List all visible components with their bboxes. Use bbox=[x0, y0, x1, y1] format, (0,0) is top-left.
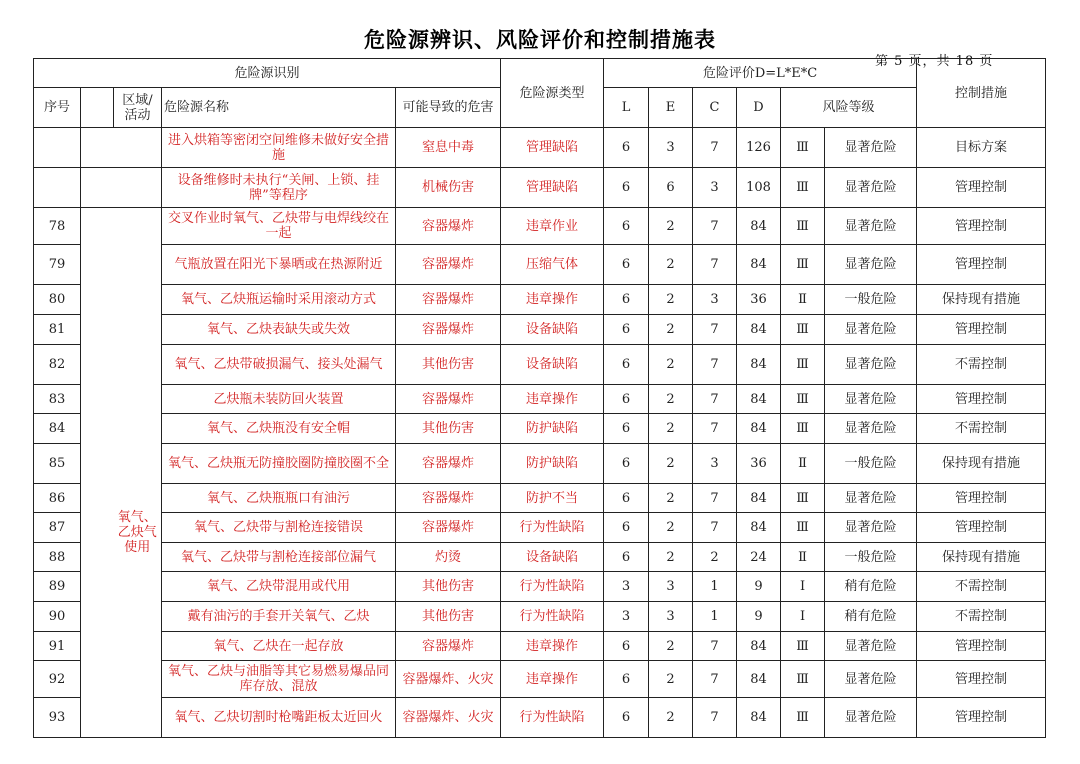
l-value-cell: 6 bbox=[604, 208, 649, 245]
header-level: 风险等级 bbox=[781, 88, 917, 128]
d-value-cell: 84 bbox=[737, 345, 781, 385]
measure-cell: 保持现有措施 bbox=[917, 543, 1046, 572]
row-no-cell: 88 bbox=[34, 543, 81, 572]
risk-level-cell: Ⅰ bbox=[781, 602, 825, 632]
risk-level-text-cell: 一般危险 bbox=[825, 543, 917, 572]
risk-level-cell: Ⅱ bbox=[781, 543, 825, 572]
e-value-cell: 2 bbox=[649, 698, 693, 738]
d-value-cell: 108 bbox=[737, 168, 781, 208]
table-row bbox=[34, 245, 1046, 285]
harm-cell: 其他伤害 bbox=[396, 345, 501, 385]
risk-level-text-cell: 显著危险 bbox=[825, 698, 917, 738]
table-row bbox=[34, 208, 1046, 245]
harm-cell: 机械伤害 bbox=[396, 168, 501, 208]
risk-level-cell: Ⅲ bbox=[781, 168, 825, 208]
c-value-cell: 7 bbox=[693, 208, 737, 245]
risk-level-text-cell: 显著危险 bbox=[825, 245, 917, 285]
risk-level-text-cell: 一般危险 bbox=[825, 444, 917, 484]
e-value-cell: 2 bbox=[649, 484, 693, 513]
hazard-type-cell: 行为性缺陷 bbox=[501, 698, 604, 738]
l-value-cell: 6 bbox=[604, 128, 649, 168]
hazard-name-cell: 氧气、乙炔带与割枪连接部位漏气 bbox=[162, 543, 396, 572]
e-value-cell: 2 bbox=[649, 285, 693, 315]
header-type: 危险源类型 bbox=[501, 59, 604, 128]
header-measure: 控制措施 bbox=[917, 59, 1046, 128]
header-d: D bbox=[737, 88, 781, 128]
e-value-cell: 2 bbox=[649, 208, 693, 245]
table-row bbox=[34, 345, 1046, 385]
hazard-name-cell: 氧气、乙炔瓶无防撞胶圈防撞胶圈不全 bbox=[162, 444, 396, 484]
header-area: 区域/活动 bbox=[114, 88, 162, 128]
header-group-eval: 危险评价D=L*E*C bbox=[604, 59, 917, 88]
l-value-cell: 3 bbox=[604, 572, 649, 602]
d-value-cell: 84 bbox=[737, 661, 781, 698]
hazard-type-cell: 设备缺陷 bbox=[501, 345, 604, 385]
table-row bbox=[34, 484, 1046, 513]
hazard-type-cell: 行为性缺陷 bbox=[501, 602, 604, 632]
header-blank bbox=[81, 88, 114, 128]
hazard-name-cell: 氧气、乙炔带混用或代用 bbox=[162, 572, 396, 602]
hazard-name-cell: 气瓶放置在阳光下暴晒或在热源附近 bbox=[162, 245, 396, 285]
table-row bbox=[34, 513, 1046, 543]
hazard-type-cell: 防护缺陷 bbox=[501, 414, 604, 444]
header-l: L bbox=[604, 88, 649, 128]
measure-cell: 不需控制 bbox=[917, 345, 1046, 385]
risk-level-cell: Ⅱ bbox=[781, 285, 825, 315]
risk-level-text-cell: 稍有危险 bbox=[825, 572, 917, 602]
harm-cell: 容器爆炸、火灾 bbox=[396, 661, 501, 698]
risk-level-cell: Ⅲ bbox=[781, 661, 825, 698]
hazard-type-cell: 管理缺陷 bbox=[501, 168, 604, 208]
risk-level-text-cell: 一般危险 bbox=[825, 285, 917, 315]
d-value-cell: 84 bbox=[737, 385, 781, 414]
harm-cell: 容器爆炸 bbox=[396, 632, 501, 661]
e-value-cell: 2 bbox=[649, 385, 693, 414]
risk-level-text-cell: 显著危险 bbox=[825, 315, 917, 345]
harm-cell: 容器爆炸、火灾 bbox=[396, 698, 501, 738]
measure-cell: 目标方案 bbox=[917, 128, 1046, 168]
row-area-cell-empty bbox=[81, 128, 162, 168]
table-row bbox=[34, 444, 1046, 484]
table-row bbox=[34, 632, 1046, 661]
hazard-name-cell: 进入烘箱等密闭空间维修未做好安全措施 bbox=[162, 128, 396, 168]
risk-table bbox=[33, 58, 1046, 738]
area-cell: 氧气、乙炔气使用 bbox=[114, 208, 162, 738]
risk-level-cell: Ⅲ bbox=[781, 128, 825, 168]
harm-cell: 容器爆炸 bbox=[396, 484, 501, 513]
e-value-cell: 2 bbox=[649, 543, 693, 572]
row-no-cell: 87 bbox=[34, 513, 81, 543]
risk-level-text-cell: 显著危险 bbox=[825, 128, 917, 168]
l-value-cell: 6 bbox=[604, 315, 649, 345]
measure-cell: 管理控制 bbox=[917, 245, 1046, 285]
table-row bbox=[34, 128, 1046, 168]
header-e: E bbox=[649, 88, 693, 128]
harm-cell: 其他伤害 bbox=[396, 602, 501, 632]
hazard-type-cell: 设备缺陷 bbox=[501, 315, 604, 345]
c-value-cell: 7 bbox=[693, 315, 737, 345]
measure-cell: 不需控制 bbox=[917, 572, 1046, 602]
harm-cell: 容器爆炸 bbox=[396, 315, 501, 345]
harm-cell: 其他伤害 bbox=[396, 572, 501, 602]
risk-level-cell: Ⅲ bbox=[781, 315, 825, 345]
harm-cell: 窒息中毒 bbox=[396, 128, 501, 168]
hazard-name-cell: 氧气、乙炔瓶瓶口有油污 bbox=[162, 484, 396, 513]
d-value-cell: 84 bbox=[737, 315, 781, 345]
hazard-type-cell: 违章操作 bbox=[501, 385, 604, 414]
c-value-cell: 7 bbox=[693, 661, 737, 698]
d-value-cell: 84 bbox=[737, 208, 781, 245]
risk-level-text-cell: 显著危险 bbox=[825, 632, 917, 661]
e-value-cell: 6 bbox=[649, 168, 693, 208]
hazard-type-cell: 防护缺陷 bbox=[501, 444, 604, 484]
hazard-type-cell: 设备缺陷 bbox=[501, 543, 604, 572]
measure-cell: 管理控制 bbox=[917, 632, 1046, 661]
hazard-name-cell: 氧气、乙炔带与割枪连接错误 bbox=[162, 513, 396, 543]
row-no-cell: 79 bbox=[34, 245, 81, 285]
c-value-cell: 3 bbox=[693, 444, 737, 484]
hazard-name-cell: 氧气、乙炔瓶运输时采用滚动方式 bbox=[162, 285, 396, 315]
e-value-cell: 2 bbox=[649, 632, 693, 661]
document-title: 危险源辨识、风险评价和控制措施表 bbox=[364, 27, 716, 52]
measure-cell: 管理控制 bbox=[917, 661, 1046, 698]
row-no-cell: 82 bbox=[34, 345, 81, 385]
page-info: 第 5 页，共 18 页 bbox=[875, 54, 994, 69]
e-value-cell: 3 bbox=[649, 602, 693, 632]
c-value-cell: 7 bbox=[693, 385, 737, 414]
row-no-cell: 86 bbox=[34, 484, 81, 513]
measure-cell: 管理控制 bbox=[917, 513, 1046, 543]
l-value-cell: 6 bbox=[604, 414, 649, 444]
l-value-cell: 6 bbox=[604, 632, 649, 661]
hazard-type-cell: 行为性缺陷 bbox=[501, 572, 604, 602]
risk-level-cell: Ⅲ bbox=[781, 513, 825, 543]
header-row-group bbox=[34, 59, 1046, 88]
l-value-cell: 6 bbox=[604, 444, 649, 484]
table-row bbox=[34, 698, 1046, 738]
row-no-cell: 92 bbox=[34, 661, 81, 698]
risk-level-text-cell: 显著危险 bbox=[825, 414, 917, 444]
table-row bbox=[34, 285, 1046, 315]
hazard-type-cell: 行为性缺陷 bbox=[501, 513, 604, 543]
header-no: 序号 bbox=[34, 88, 81, 128]
harm-cell: 容器爆炸 bbox=[396, 245, 501, 285]
c-value-cell: 7 bbox=[693, 632, 737, 661]
hazard-name-cell: 氧气、乙炔与油脂等其它易燃易爆品同库存放、混放 bbox=[162, 661, 396, 698]
hazard-name-cell: 设备维修时未执行“关闸、上锁、挂牌”等程序 bbox=[162, 168, 396, 208]
harm-cell: 容器爆炸 bbox=[396, 385, 501, 414]
c-value-cell: 7 bbox=[693, 128, 737, 168]
hazard-type-cell: 压缩气体 bbox=[501, 245, 604, 285]
d-value-cell: 84 bbox=[737, 513, 781, 543]
harm-cell: 容器爆炸 bbox=[396, 513, 501, 543]
e-value-cell: 2 bbox=[649, 345, 693, 385]
row-no-cell: 78 bbox=[34, 208, 81, 245]
hazard-type-cell: 违章作业 bbox=[501, 208, 604, 245]
e-value-cell: 2 bbox=[649, 245, 693, 285]
c-value-cell: 7 bbox=[693, 414, 737, 444]
risk-level-cell: Ⅲ bbox=[781, 345, 825, 385]
risk-level-text-cell: 稍有危险 bbox=[825, 602, 917, 632]
measure-cell: 保持现有措施 bbox=[917, 444, 1046, 484]
hazard-name-cell: 氧气、乙炔在一起存放 bbox=[162, 632, 396, 661]
c-value-cell: 7 bbox=[693, 484, 737, 513]
hazard-type-cell: 违章操作 bbox=[501, 661, 604, 698]
d-value-cell: 84 bbox=[737, 632, 781, 661]
measure-cell: 保持现有措施 bbox=[917, 285, 1046, 315]
risk-level-text-cell: 显著危险 bbox=[825, 208, 917, 245]
harm-cell: 容器爆炸 bbox=[396, 208, 501, 245]
risk-level-text-cell: 显著危险 bbox=[825, 168, 917, 208]
c-value-cell: 3 bbox=[693, 285, 737, 315]
d-value-cell: 9 bbox=[737, 572, 781, 602]
hazard-type-cell: 防护不当 bbox=[501, 484, 604, 513]
hazard-type-cell: 违章操作 bbox=[501, 632, 604, 661]
table-row bbox=[34, 572, 1046, 602]
row-no-cell bbox=[34, 168, 81, 208]
hazard-name-cell: 交叉作业时氧气、乙炔带与电焊线绞在一起 bbox=[162, 208, 396, 245]
e-value-cell: 2 bbox=[649, 414, 693, 444]
table-row bbox=[34, 543, 1046, 572]
harm-cell: 灼烫 bbox=[396, 543, 501, 572]
l-value-cell: 6 bbox=[604, 543, 649, 572]
c-value-cell: 2 bbox=[693, 543, 737, 572]
d-value-cell: 24 bbox=[737, 543, 781, 572]
e-value-cell: 2 bbox=[649, 315, 693, 345]
e-value-cell: 2 bbox=[649, 444, 693, 484]
c-value-cell: 7 bbox=[693, 698, 737, 738]
hazard-name-cell: 氧气、乙炔切割时枪嘴距板太近回火 bbox=[162, 698, 396, 738]
table-row bbox=[34, 315, 1046, 345]
measure-cell: 不需控制 bbox=[917, 414, 1046, 444]
risk-level-cell: Ⅲ bbox=[781, 484, 825, 513]
table-row bbox=[34, 168, 1046, 208]
measure-cell: 管理控制 bbox=[917, 484, 1046, 513]
risk-level-cell: Ⅲ bbox=[781, 245, 825, 285]
row-no-cell: 93 bbox=[34, 698, 81, 738]
c-value-cell: 1 bbox=[693, 572, 737, 602]
e-value-cell: 3 bbox=[649, 572, 693, 602]
hazard-type-cell: 违章操作 bbox=[501, 285, 604, 315]
harm-cell: 容器爆炸 bbox=[396, 285, 501, 315]
l-value-cell: 6 bbox=[604, 345, 649, 385]
risk-level-cell: Ⅲ bbox=[781, 414, 825, 444]
area-blank-cell bbox=[81, 208, 114, 738]
row-no-cell: 84 bbox=[34, 414, 81, 444]
row-no-cell: 89 bbox=[34, 572, 81, 602]
c-value-cell: 7 bbox=[693, 245, 737, 285]
risk-level-cell: Ⅲ bbox=[781, 632, 825, 661]
measure-cell: 管理控制 bbox=[917, 208, 1046, 245]
d-value-cell: 36 bbox=[737, 444, 781, 484]
c-value-cell: 7 bbox=[693, 345, 737, 385]
header-harm: 可能导致的危害 bbox=[396, 88, 501, 128]
risk-level-cell: Ⅱ bbox=[781, 444, 825, 484]
risk-level-text-cell: 显著危险 bbox=[825, 661, 917, 698]
risk-level-cell: Ⅲ bbox=[781, 385, 825, 414]
l-value-cell: 6 bbox=[604, 285, 649, 315]
hazard-name-cell: 戴有油污的手套开关氧气、乙炔 bbox=[162, 602, 396, 632]
hazard-name-cell: 氧气、乙炔带破损漏气、接头处漏气 bbox=[162, 345, 396, 385]
d-value-cell: 126 bbox=[737, 128, 781, 168]
row-no-cell: 80 bbox=[34, 285, 81, 315]
header-c: C bbox=[693, 88, 737, 128]
l-value-cell: 6 bbox=[604, 245, 649, 285]
risk-level-cell: Ⅲ bbox=[781, 698, 825, 738]
d-value-cell: 84 bbox=[737, 484, 781, 513]
row-no-cell: 83 bbox=[34, 385, 81, 414]
table-row bbox=[34, 602, 1046, 632]
risk-level-cell: Ⅲ bbox=[781, 208, 825, 245]
header-group-identify: 危险源识别 bbox=[34, 59, 501, 88]
measure-cell: 管理控制 bbox=[917, 315, 1046, 345]
c-value-cell: 7 bbox=[693, 513, 737, 543]
c-value-cell: 1 bbox=[693, 602, 737, 632]
c-value-cell: 3 bbox=[693, 168, 737, 208]
d-value-cell: 84 bbox=[737, 414, 781, 444]
l-value-cell: 6 bbox=[604, 168, 649, 208]
measure-cell: 管理控制 bbox=[917, 385, 1046, 414]
measure-cell: 管理控制 bbox=[917, 168, 1046, 208]
e-value-cell: 2 bbox=[649, 661, 693, 698]
risk-level-text-cell: 显著危险 bbox=[825, 345, 917, 385]
d-value-cell: 84 bbox=[737, 245, 781, 285]
d-value-cell: 84 bbox=[737, 698, 781, 738]
risk-level-text-cell: 显著危险 bbox=[825, 484, 917, 513]
e-value-cell: 2 bbox=[649, 513, 693, 543]
l-value-cell: 3 bbox=[604, 602, 649, 632]
harm-cell: 容器爆炸 bbox=[396, 444, 501, 484]
row-no-cell: 91 bbox=[34, 632, 81, 661]
hazard-name-cell: 乙炔瓶未装防回火装置 bbox=[162, 385, 396, 414]
l-value-cell: 6 bbox=[604, 484, 649, 513]
hazard-name-cell: 氧气、乙炔瓶没有安全帽 bbox=[162, 414, 396, 444]
l-value-cell: 6 bbox=[604, 513, 649, 543]
row-area-cell-empty bbox=[81, 168, 162, 208]
l-value-cell: 6 bbox=[604, 698, 649, 738]
risk-level-text-cell: 显著危险 bbox=[825, 385, 917, 414]
row-no-cell: 81 bbox=[34, 315, 81, 345]
risk-level-cell: Ⅰ bbox=[781, 572, 825, 602]
measure-cell: 管理控制 bbox=[917, 698, 1046, 738]
l-value-cell: 6 bbox=[604, 385, 649, 414]
measure-cell: 不需控制 bbox=[917, 602, 1046, 632]
table-row bbox=[34, 661, 1046, 698]
l-value-cell: 6 bbox=[604, 661, 649, 698]
row-no-cell: 85 bbox=[34, 444, 81, 484]
e-value-cell: 3 bbox=[649, 128, 693, 168]
hazard-type-cell: 管理缺陷 bbox=[501, 128, 604, 168]
table-row bbox=[34, 385, 1046, 414]
header-name: 危险源名称 bbox=[162, 88, 396, 128]
row-no-cell bbox=[34, 128, 81, 168]
table-row bbox=[34, 414, 1046, 444]
d-value-cell: 36 bbox=[737, 285, 781, 315]
harm-cell: 其他伤害 bbox=[396, 414, 501, 444]
d-value-cell: 9 bbox=[737, 602, 781, 632]
row-no-cell: 90 bbox=[34, 602, 81, 632]
risk-level-text-cell: 显著危险 bbox=[825, 513, 917, 543]
hazard-name-cell: 氧气、乙炔表缺失或失效 bbox=[162, 315, 396, 345]
